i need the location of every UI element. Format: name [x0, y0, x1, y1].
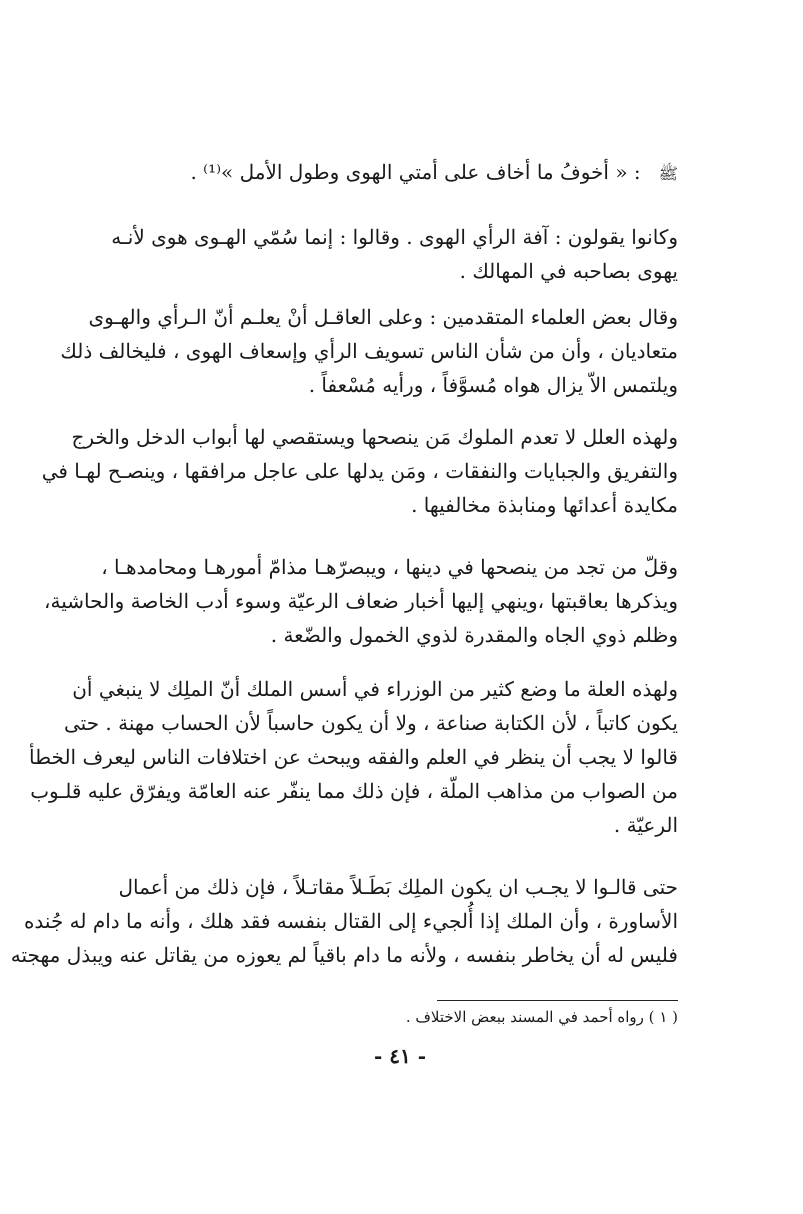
footnote: ( ١ ) رواه أحمد في المسند ببعض الاختلاف . — [405, 1008, 678, 1026]
hadith-text: : « أخوفُ ما أخاف على أمتي الهوى وطول الأمل »⁽¹⁾ . — [190, 160, 641, 184]
paragraph-line: ويذكرها بعاقبتها ،وينهي إليها أخبار ضعاف الرعيّة وسوء أدب الخاصة والحاشية، — [44, 589, 678, 613]
paragraph-line: والتفريق والجبايات والنفقات ، ومَن يدلها على عاجل مرافقها ، وينصـح لهـا في — [41, 459, 678, 483]
paragraph-line: يهوى بصاحبه في المهالك . — [459, 259, 678, 283]
paragraph-line: وقلّ من تجد من ينصحها في دينها ، ويبصرّهـا مذامّ أمورهـا ومحامدهـا ، — [101, 555, 678, 579]
sallallah-icon: ﷺ — [658, 164, 678, 183]
paragraph-line: مكايدة أعدائها ومنابذة مخالفيها . — [411, 493, 678, 517]
paragraph-line: ولهذه العلة ما وضع كثير من الوزراء في أسس الملك أنّ الملِك لا ينبغي أن — [72, 677, 678, 701]
paragraph-line: ويلتمس الاّ يزال هواه مُسوَّفاً ، ورأيه مُسْعفاً . — [308, 373, 678, 397]
paragraph-line: من الصواب من مذاهب الملّة ، فإن ذلك مما ينفّر عنه العامّة ويفرّق عليه قلـوب — [30, 779, 678, 803]
paragraph-line: يكون كاتباً ، لأن الكتابة صناعة ، ولا أن يكون حاسباً لأن الحساب مهنة . حتى — [63, 711, 678, 735]
paragraph-line: حتى قالـوا لا يجـب ان يكون الملِك بَطَـلاً مقاتـلاً ، فإن ذلك من أعمال — [118, 875, 678, 899]
paragraph-2 — [60, 300, 678, 402]
paragraph-5 — [29, 672, 678, 842]
footnote-divider — [437, 1000, 678, 1001]
paragraph-6 — [10, 870, 678, 972]
paragraph-4 — [44, 550, 678, 652]
paragraph-line: فليس له أن يخاطر بنفسه ، ولأنه ما دام باقياً لم يعوزه من يقاتل عنه ويبذل مهجته — [10, 943, 678, 967]
page-number: - ٤١ - — [373, 1044, 426, 1068]
paragraph-line: متعاديان ، وأن من شأن الناس تسويف الرأي وإسعاف الهوى ، فليخالف ذلك — [60, 339, 678, 363]
hadith-text-line — [130, 155, 678, 191]
paragraph-line: وكانوا يقولون : آفة الرأي الهوى . وقالوا : إنما سُمّي الهـوى هوى لأنـه — [111, 225, 678, 249]
paragraph-line: ولهذه العلل لا تعدم الملوك مَن ينصحها ويستقصي لها أبواب الدخل والخرج — [71, 425, 678, 449]
paragraph-1 — [111, 220, 678, 288]
hadith-line — [130, 155, 678, 191]
paragraph-line: الرعيّة . — [613, 813, 678, 837]
paragraph-line: قالوا لا يجب أن ينظر في العلم والفقه ويبحث عن اختلافات الناس ليعرف الخطأ — [29, 745, 678, 769]
paragraph-3 — [41, 420, 678, 522]
paragraph-line: الأساورة ، وأن الملك إذا أُلجيء إلى القتال بنفسه فقد هلك ، وأنه ما دام له جُنده — [23, 909, 678, 933]
paragraph-line: وقال بعض العلماء المتقدمين : وعلى العاقـل أنْ يعلـم أنّ الـرأي والهـوى — [88, 305, 678, 329]
paragraph-line: وظلم ذوي الجاه والمقدرة لذوي الخمول والضّعة . — [270, 623, 678, 647]
